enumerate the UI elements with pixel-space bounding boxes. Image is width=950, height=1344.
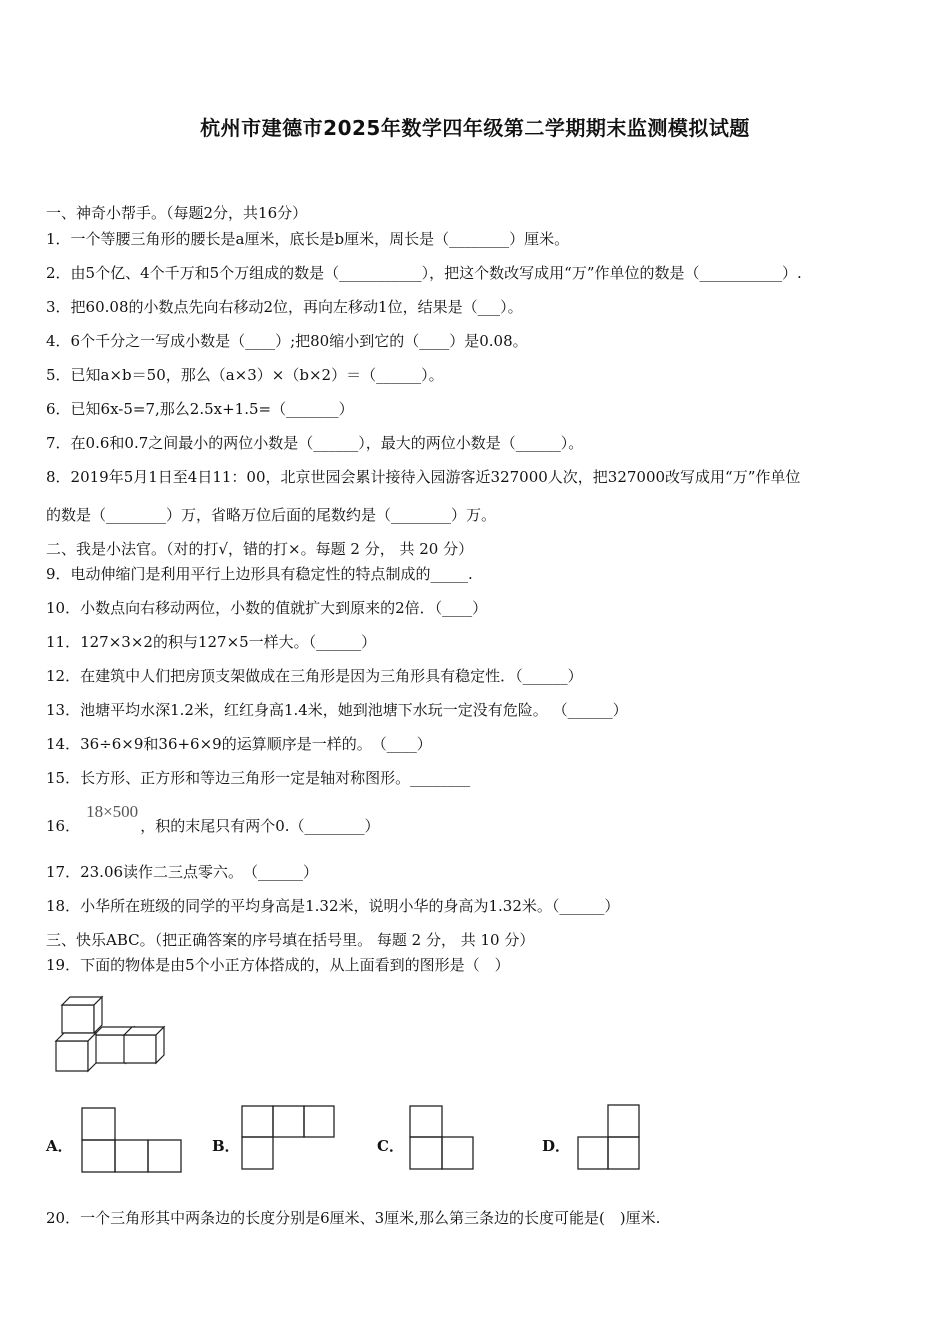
page-title: 杭州市建德市2025年数学四年级第二学期期末监测模拟试题 [200,116,750,140]
option-d-label: D． [542,1137,571,1155]
option-a-figure [80,1106,184,1174]
question-8-line-1: 8．2019年5月1日至4日11：00，北京世园会累计接待入园游客近327000人次，把327000改写成用“万”作单位 [46,468,801,486]
option-a-label: A． [46,1137,73,1155]
question-2: 2．由5个亿、4个千万和5个万组成的数是（___________），把这个数改写成用“万”作单位的数是（___________）. [46,264,802,282]
option-d-figure [576,1103,642,1173]
question-16-expression: 18×500 [86,802,139,821]
question-16 [46,802,380,836]
question-6: 6．已知6x-5=7,那么2.5x+1.5=（_______） [46,400,354,418]
question-5: 5．已知a×b＝50，那么（a×3）×（b×2）＝（______）。 [46,366,444,384]
section-heading-3: 三、快乐ABC。（把正确答案的序号填在括号里。 每题 2 分， 共 10 分） [46,931,535,949]
question-12: 12．在建筑中人们把房顶支架做成在三角形是因为三角形具有稳定性．（______） [46,667,583,685]
question-3: 3．把60.08的小数点先向右移动2位，再向左移动1位，结果是（___）。 [46,298,523,316]
question-13: 13．池塘平均水深1.2米，红红身高1.4米，她到池塘下水玩一定没有危险。 （______） [46,701,628,719]
question-11: 11．127×3×2的积与127×5一样大。（______） [46,633,377,651]
option-c-figure [408,1104,476,1172]
question-8-line-2: 的数是（________）万，省略万位后面的尾数约是（________）万。 [46,506,497,524]
question-15: 15．长方形、正方形和等边三角形一定是轴对称图形。________ [46,769,471,787]
option-c-label: C． [377,1137,404,1155]
question-18: 18．小华所在班级的同学的平均身高是1.32米，说明小华的身高为1.32米。（______） [46,897,620,915]
question-7: 7．在0.6和0.7之间最小的两位小数是（______），最大的两位小数是（______）。 [46,434,584,452]
cube-stack-figure [50,993,170,1075]
question-9: 9．电动伸缩门是利用平行上边形具有稳定性的特点制成的_____. [46,565,473,583]
section-heading-2: 二、我是小法官。（对的打√，错的打×。每题 2 分， 共 20 分） [46,540,474,558]
section-heading-1: 一、神奇小帮手。（每题2分，共16分） [46,204,308,222]
question-10: 10．小数点向右移动两位，小数的值就扩大到原来的2倍．（____） [46,599,488,617]
option-b-figure [240,1104,336,1172]
question-17: 17．23.06读作二三点零六。 （______） [46,863,319,881]
question-14: 14．36÷6×9和36+6×9的运算顺序是一样的。 （____） [46,735,432,753]
question-1: 1．一个等腰三角形的腰长是a厘米，底长是b厘米，周长是（________）厘米。 [46,230,570,248]
option-b-label: B． [212,1137,240,1155]
question-19: 19．下面的物体是由5个小正方体搭成的，从上面看到的图形是（ ） [46,956,510,974]
question-4: 4．6个千分之一写成小数是（____）;把80缩小到它的（____）是0.08。 [46,332,528,350]
question-16-text: ，积的末尾只有两个0.（________） [140,817,380,835]
question-16-number: 16． [46,817,81,835]
question-20: 20．一个三角形其中两条边的长度分别是6厘米、3厘米,那么第三条边的长度可能是( )厘米. [46,1209,661,1227]
